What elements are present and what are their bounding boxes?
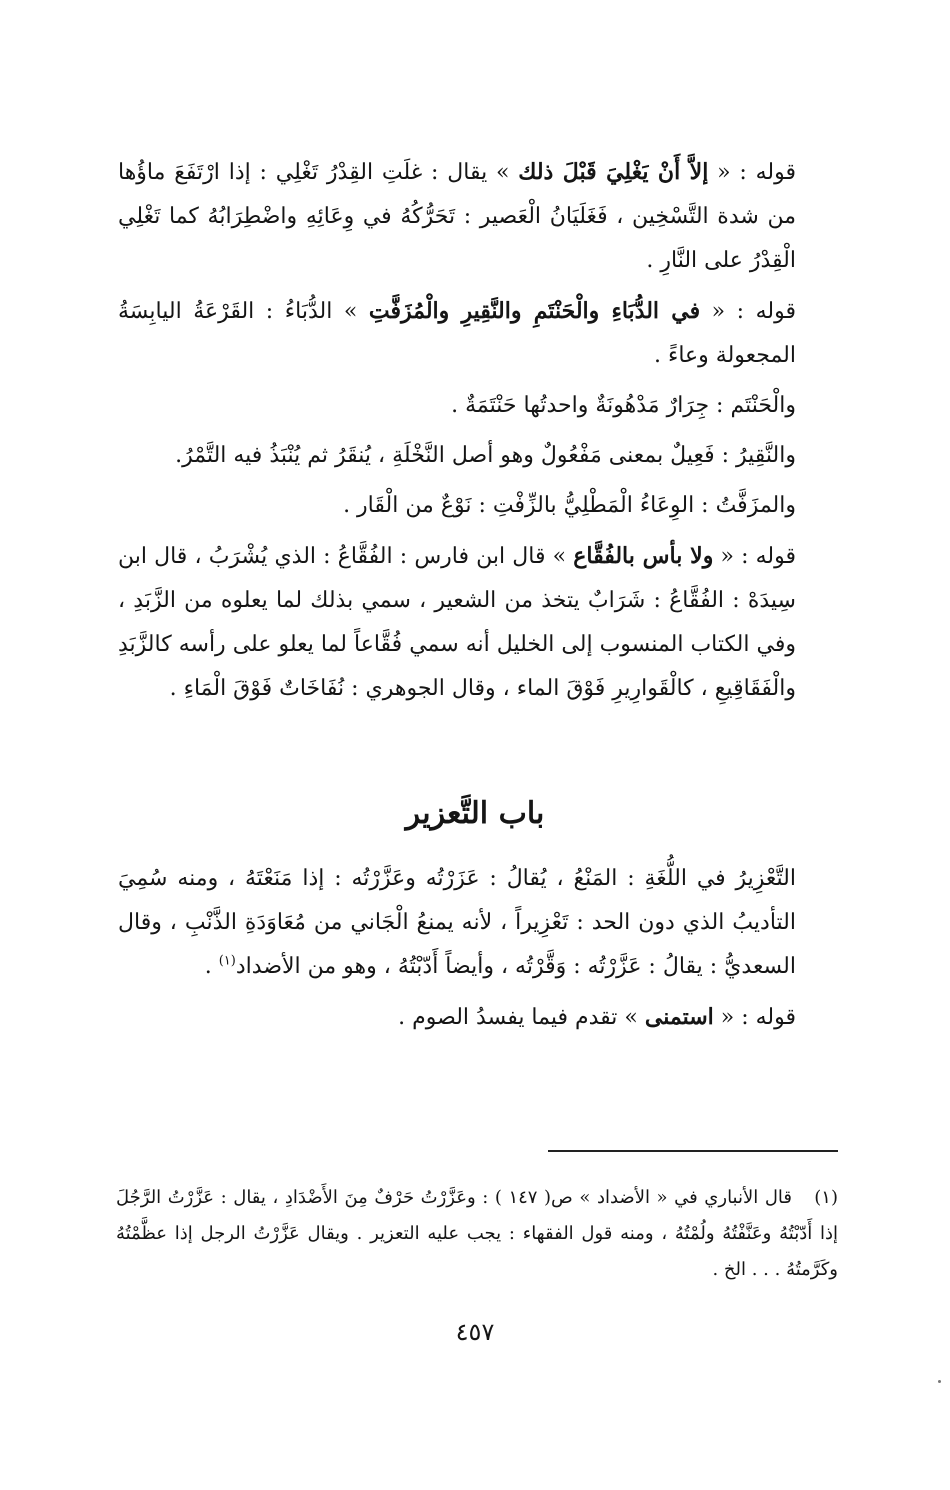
paragraph-body: التَّعْزِيرُ في اللُّغَةِ : المَنْعُ ، يُقالُ : عَزَرْتُه وعَزَّرْتُه : إذا مَنَعْتَهُ ، ومنه سُمِيَ التأديبُ الذي دون الحد : تَعْزِيراً ، لأنه يمنعُ الْجَاني من مُعَاوَدَةِ الذَّنْبِ ، وقال السعديُّ : يقالُ : عَزَّرْتُه : وَقَّرْتُه ، وأيضاً أَدّبْتُهُ ، وهو من الأضداد — [118, 866, 796, 979]
paragraph-hantam: والْحَنْتَم : جِرَارٌ مَدْهُونَةٌ واحدتُها حَنْتَمَةٌ . — [451, 393, 796, 418]
paragraph-body: » قال ابن فارس : الفُقَّاعُ : الذي يُشْرَبُ ، قال ابن سِيدَهْ : الفُقَّاعُ : شَرَابٌ يتخذ من الشعير ، سمي بذلك لما يعلوه من الزَّبَدِ ، وفي الكتاب المنسوب إلى الخليل أنه سمي فُقَّاعاً لما يعلو على رأسه كالزَّبَدِ والْفَقَاقِيعِ ، كالْقَوارِيرِ فَوْقَ الماء ، وقال الجوهري : نُفَاخَاتٌ فَوْقَ الْمَاءِ . — [118, 544, 796, 701]
paragraph-prefix: قوله : « — [708, 160, 797, 185]
paragraph-body: » الدُّبَاءُ : القَرْعَةُ اليابِسَةُ المجعولة وعاءً . — [118, 299, 796, 368]
page-number: ٤٥٧ — [455, 1318, 495, 1346]
quoted-term: استمنى — [644, 1004, 714, 1030]
paragraph-prefix: قوله : « — [700, 299, 797, 324]
section-title: باب التَّعزير — [405, 796, 545, 831]
quoted-term: في الدُّبَاءِ والْحَنْتَمِ والنَّقِيرِ والْمُزَفَّتِ — [368, 298, 701, 324]
main-text — [118, 150, 832, 1046]
paragraph-muzaffat: والمزَفَّتُ : الوِعَاءُ الْمَطْلِيُّ بالزِّفْتِ : نَوْعٌ من الْقَار . — [343, 493, 796, 518]
quoted-term: إلاَّ أَنْ يَغْلِيَ قَبْلَ ذلك — [518, 159, 709, 185]
footnote-text: قال الأنباري في « الأضداد » ص( ١٤٧ ) : وعَزَّرْتُ حَرْفٌ مِنَ الأَضْدَادِ ، يقال : عَزَّرْتُ الرَّجُلَ إذا أَدّبْتُهُ وعَنَّفْتُهُ ولُمْتُهُ ، ومنه قول الفقهاء : يجب عليه التعزير . ويقال عَزَّرْتُ الرجل إذا عظَّمْتُهُ وكَرَّمتُهُ . . . الخ . — [116, 1187, 838, 1280]
paragraph-body: » تقدم فيما يفسدُ الصوم . — [398, 1005, 645, 1030]
footnote-marker: (١) — [814, 1187, 838, 1208]
quoted-term: ولا بأس بالفُقَّاع — [573, 543, 714, 569]
footnote-reference[interactable]: (١) — [218, 953, 236, 969]
paragraph-boiling — [118, 150, 832, 283]
paragraph-prefix: قوله : « — [713, 544, 797, 569]
paragraph-body: » يقال : غلَتِ القِدْرُ تَغْلِي : إذا ارْتَفَعَ ماؤُها من شدة التَّسْخِين ، فَغَلَيَانُ الْعَصير : تَحَرُّكُهُ في وِعَائِهِ واضْطِرَابُهُ كما تَغْلِي الْقِدْرُ على النَّارِ . — [118, 160, 796, 273]
paragraph-end: . — [204, 954, 219, 979]
paragraph-naqir: والنَّقِيرُ : فَعِيلٌ بمعنى مَفْعُولٌ وهو أصل النَّخْلَةِ ، يُنقَرُ ثم يُنْبَذُ فيه التَّمْرُ. — [175, 443, 796, 468]
paragraph-tazir-definition — [118, 857, 832, 989]
paragraph-istamna — [118, 995, 832, 1040]
paragraph-prefix: قوله : « — [713, 1005, 796, 1030]
paragraph-vessels — [118, 289, 832, 378]
footnote — [116, 1180, 838, 1288]
paragraph-fuqqa — [118, 534, 832, 711]
scan-speck — [938, 1380, 941, 1383]
footnote-divider — [548, 1150, 838, 1152]
